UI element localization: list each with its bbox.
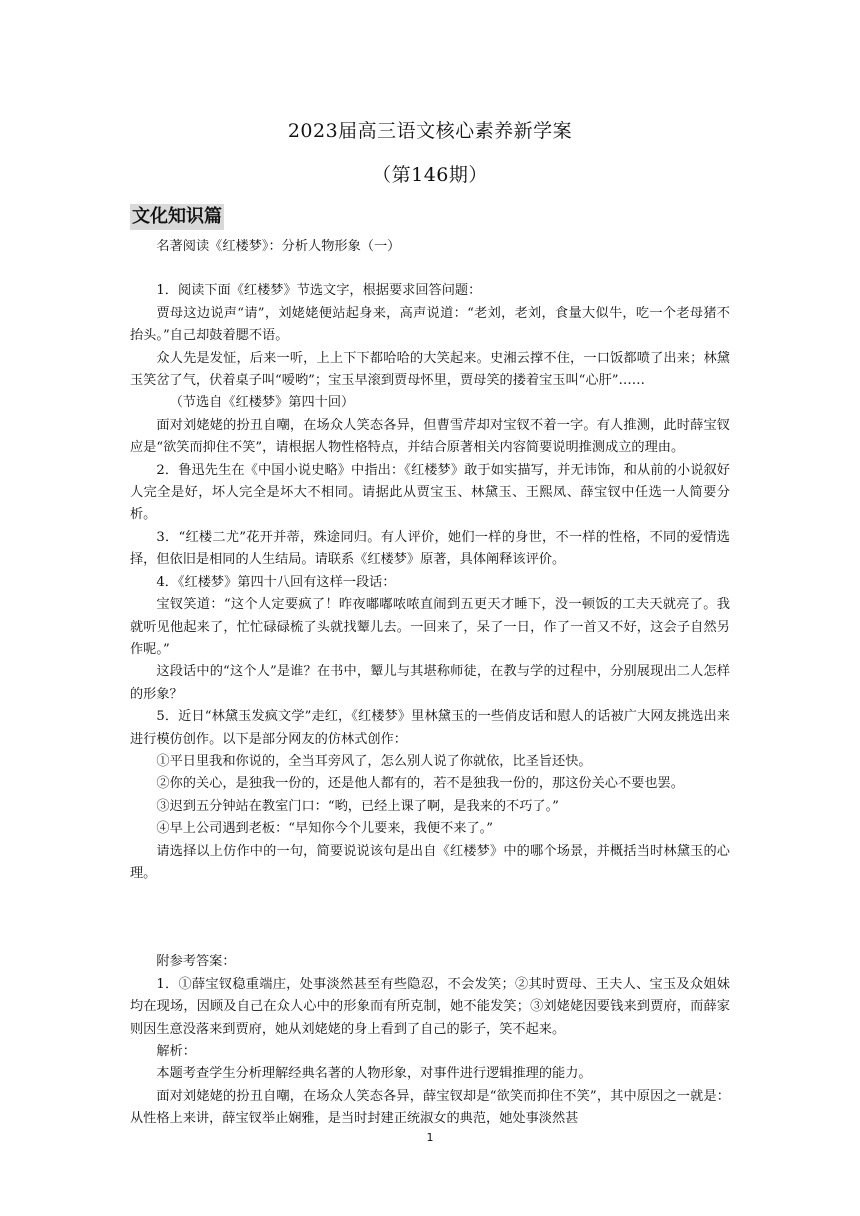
question-5-item: ①平日里我和你说的，全当耳旁风了，怎么别人说了你就依，比圣旨还快。 — [156, 753, 592, 769]
document-title: 2023届高三语文核心素养新学案 — [287, 120, 573, 142]
question-2: 2．鲁迅先生在《中国小说史略》中指出：《红楼梦》敢于如实描写，并无讳饰，和从前的小说叙好人完全是好，坏人完全是坏大不相同。请据此从贾宝玉、林黛玉、王熙凤、薛宝钗中任选一人简要分析。 — [130, 462, 730, 523]
question-5-item: ④早上公司遇到老板：“早知你今个儿要来，我便不来了。” — [156, 821, 493, 837]
analysis-paragraph: 本题考查学生分析理解经典名著的人物形象，对事件进行逻辑推理的能力。 — [156, 1066, 592, 1082]
spacer — [130, 258, 730, 280]
question-5-ask: 请选择以上仿作中的一句，简要说说该句是出自《红楼梦》中的哪个场景，并概括当时林黛玉的心理。 — [130, 843, 730, 881]
document-body — [130, 236, 730, 1131]
question-4-stem: 4．《红楼梦》第四十八回有这样一段话： — [156, 574, 396, 590]
question-4-ask: 这段话中的“这个人”是谁？在书中，颦儿与其堪称师徒，在教与学的过程中，分别展现出二人怎样的形象？ — [130, 664, 730, 702]
intro-line: 名著阅读《红楼梦》：分析人物形象（一） — [156, 239, 401, 254]
section-heading: 文化知识篇 — [130, 204, 224, 230]
question-1-passage: 众人先是发怔，后来一听，上上下下都哈哈的大笑起来。史湘云撑不住，一口饭都喷了出来；林黛玉笑岔了气，伏着桌子叫“嗳哟”；宝玉早滚到贾母怀里，贾母笑的搂着宝玉叫“心肝”…… — [130, 350, 730, 389]
issue-number: （第146期） — [372, 164, 488, 186]
answers-heading: 附参考答案： — [156, 954, 236, 970]
question-1-ask: 面对刘姥姥的扮丑自嘲，在场众人笑态各异，但曹雪芹却对宝钗不着一字。有人推测，此时薛宝钗应是“欲笑而抑住不笑”，请根据人物性格特点，并结合原著相关内容简要说明推测成立的理由。 — [130, 417, 730, 456]
question-5-stem: 5．近日“林黛玉发疯文学”走红，《红楼梦》里林黛玉的一些俏皮话和慰人的话被广大网友挑选出来进行模仿创作。以下是部分网友的仿林式创作： — [130, 709, 730, 747]
question-1-stem: 1．阅读下面《红楼梦》节选文字，根据要求回答问题： — [156, 283, 482, 299]
question-1-source: （节选自《红楼梦》第四十回） — [169, 395, 355, 411]
question-5-item: ②你的关心，是独我一份的，还是他人都有的，若不是独我一份的，那这份关心不要也罢。 — [156, 776, 684, 792]
analysis-label: 解析： — [156, 1044, 196, 1059]
question-1-passage: 贾母这边说声“请”，刘姥姥便站起身来，高声说道：“老刘，老刘，食量大似牛，吃一个老母猪不抬头。”自己却鼓着腮不语。 — [130, 305, 730, 344]
question-3: 3．“红楼二尤”花开并蒂，殊途同归。有人评价，她们一样的身世，不一样的性格，不同的爱情选择，但依旧是相同的人生结局。请联系《红楼梦》原著，具体阐释该评价。 — [130, 529, 730, 568]
analysis-paragraph: 面对刘姥姥的扮丑自嘲，在场众人笑态各异，薛宝钗却是“欲笑而抑住不笑”，其中原因之一就是：从性格上来讲，薛宝钗举止娴雅，是当时封建正统淑女的典范，她处事淡然甚 — [130, 1088, 730, 1127]
spacer — [130, 885, 730, 951]
question-4-quote: 宝钗笑道：“这个人定要疯了！昨夜嘟嘟哝哝直闹到五更天才睡下，没一顿饭的工夫天就亮了。我就听见他起来了，忙忙碌碌梳了头就找颦儿去。一回来了，呆了一日，作了一首又不好，这会子自然另作呢。” — [130, 597, 730, 657]
answer-1: 1．①薛宝钗稳重端庄，处事淡然甚至有些隐忍，不会发笑；②其时贾母、王夫人、宝玉及众姐妹均在现场，因顾及自己在众人心中的形象而有所克制，她不能发笑；③刘姥姥因要钱来到贾府，而薛家则因生意没落来到贾府，她从刘姥姥的身上看到了自己的影子，笑不起来。 — [130, 976, 730, 1037]
page-number: 1 — [426, 1131, 434, 1144]
question-5-item: ③迟到五分钟站在教室门口：“哟，已经上课了啊，是我来的不巧了。” — [156, 798, 559, 814]
